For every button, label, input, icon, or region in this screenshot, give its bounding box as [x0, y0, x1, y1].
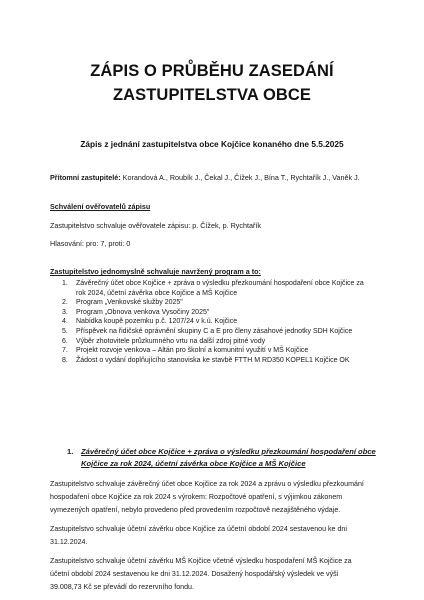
program-item-text: Projekt rozvoje venkova – Altán pro školní a komunitní využití v MŠ Kojčice [76, 347, 309, 355]
section1-number: 1. [67, 447, 74, 456]
section1-paragraph1-line: hospodaření obce Kojčice za rok 2024 s výrokem: Rozpočtové opatření, s výjimkou zákonem [50, 493, 343, 501]
program-item-text: rok 2024, účetní závěrka obce Kojčice a MŠ Kojčice [76, 289, 238, 297]
document-title-line2: ZASTUPITELSTVA OBCE [112, 86, 312, 104]
program-item-number: 3. [62, 308, 68, 316]
program-item-text: Žádost o vydání doplňujícího stanoviska ke stavbě FTTH M RD350 KOPEL1 Kojčice OK [76, 356, 350, 364]
program-item-number: 1. [62, 280, 68, 287]
section1-paragraph2-line: 31.12.2024. [50, 538, 88, 546]
program-item-number: 5. [62, 327, 68, 335]
program-item-number: 7. [62, 347, 68, 355]
verifiers-text: Zastupitelstvo schvaluje ověřovatele zápisu: p. Čížek, p. Rychtařík [50, 221, 261, 230]
attendance-label: Přítomní zastupitelé: [50, 173, 121, 182]
document-title-line1: ZÁPIS O PRŮBĚHU ZASEDÁNÍ [90, 62, 334, 80]
attendance-line [50, 173, 360, 182]
section1-paragraph3-line: 39.008,73 Kč se převádí do rezervního fondu. [50, 583, 194, 591]
program-item-text: Nabídka koupě pozemku p.č. 1207/24 v k.ú. Kojčice [76, 318, 238, 326]
program-item-text: Závěrečný účet obce Kojčice + zpráva o výsledku přezkoumání hospodaření obce Kojčice za [76, 280, 364, 287]
program-item-number: 6. [62, 337, 68, 345]
section1-title-line1: Závěrečný účet obce Kojčice + zpráva o výsledku přezkoumání hospodaření obce [81, 447, 376, 456]
verifiers-vote: Hlasování: pro: 7, proti: 0 [50, 239, 131, 248]
section1-paragraph1-line: Zastupitelstvo schvaluje závěrečný účet obce Kojčice za rok 2024 a zprávu o výsledku přezkoumání [50, 480, 364, 488]
program-item-text: Příspěvek na řidičské oprávnění skupiny C a E pro členy zásahové jednotky SDH Kojčice [76, 327, 353, 335]
program-heading: Zastupitelstvo jednomyslně schvaluje navržený program a to: [50, 267, 261, 276]
section1-paragraph2-line: Zastupitelstvo schvaluje účetní závěrku obce Kojčice za účetní období 2024 sestavenou ke dni [50, 525, 347, 533]
program-item-text: Program „Obnova venkova Vysočiny 2025" [76, 308, 210, 316]
program-item-text: Program „Venkovské služby 2025" [76, 299, 183, 307]
section1-paragraph1-line: vymezených opatření, nebylo provedeno před provedením rozpočtově nezajištěného výdaje. [50, 506, 341, 514]
program-item-number: 2. [62, 299, 68, 307]
section1-title-line2: Kojčice za rok 2024, účetní závěrka obce Kojčice a MŠ Kojčice [81, 459, 306, 468]
program-item-text: Výběr zhotovitele průzkumného vrtu na další zdroj pitné vody [76, 337, 266, 345]
section1-paragraph3-line: účetní období 2024 sestavenou ke dni 31.12.2024. Dosažený hospodářský výsledek ve výši [50, 570, 339, 578]
section1-paragraph3-line: Zastupitelstvo schvaluje účetní závěrku MŠ Kojčice včetně výsledku hospodaření MŠ Kojčice za [50, 557, 352, 565]
program-item-number: 4. [62, 318, 68, 326]
program-item-number: 8. [62, 356, 68, 364]
verifiers-heading: Schválení ověřovatelů zápisu [50, 202, 151, 211]
attendance-names: Korandová A., Roubík J., Čekal J., Čížek J., Bína T., Rychtařík J., Vaněk J. [120, 173, 360, 182]
document-subtitle: Zápis z jednání zastupitelstva obce Kojčice konaného dne 5.5.2025 [80, 139, 344, 149]
